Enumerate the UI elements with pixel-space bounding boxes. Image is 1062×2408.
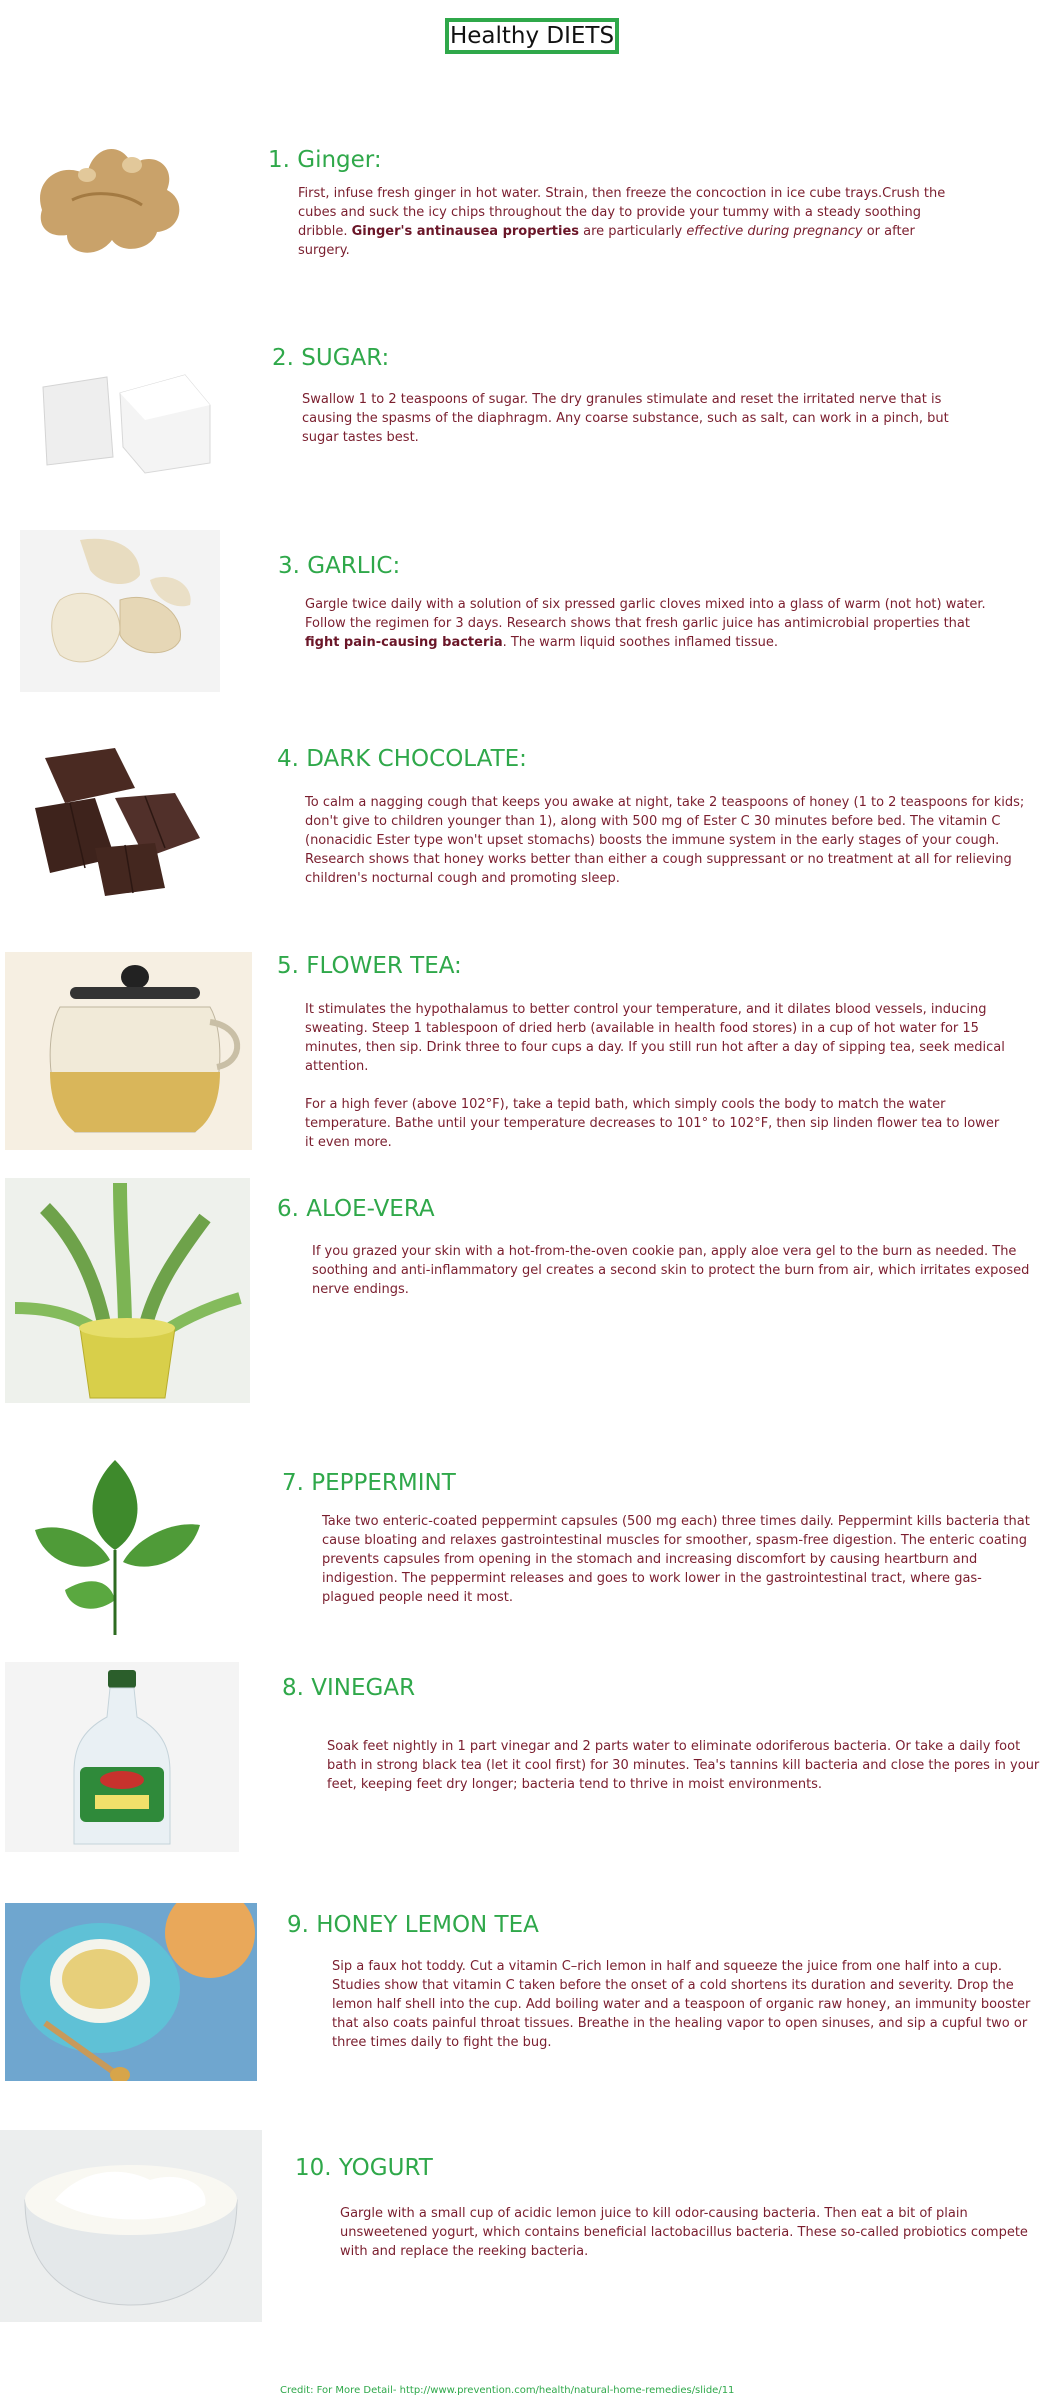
section-text: Soak feet nightly in 1 part vinegar and 2 parts water to eliminate odoriferous bacteria. Or take a daily foot bath in strong black tea (let it cool first) for 30 minutes. Tea's tannins kill bacteria and close the pores in your feet, keeping feet dry longer; bacteria tend to thrive in moist environments. [327, 1739, 1040, 1792]
section-text: First, infuse fresh ginger in hot water. Strain, then freeze the concoction in ice cube trays.Crush the cubes and suck the icy chips throughout the day to provide your tummy with a steady soothing dribble. Ginger's antinausea properties are particularly effective during pregnancy or after surgery. [298, 186, 946, 258]
vinegar-bottle-image [5, 1662, 239, 1852]
section-heading: 10. YOGURT [295, 2155, 433, 2181]
section-text: Sip a faux hot toddy. Cut a vitamin C–rich lemon in half and squeeze the juice from one half into a cup. Studies show that vitamin C taken before the onset of a cold shortens its duration and severity. Drop the lemon half shell into the cup. Add boiling water and a teaspoon of organic raw honey, an immunity booster that also coats painful throat tissues. Breathe in the healing vapor to open sinuses, and sip a cupful two or three times daily to fight the bug. [332, 1959, 1031, 2050]
section-heading: 5. FLOWER TEA: [277, 953, 462, 979]
section-text: Take two enteric-coated peppermint capsules (500 mg each) three times daily. Peppermint kills bacteria that cause bloating and relaxes gastrointestinal muscles for smoother, spasm-free digestion. The enteric coating prevents capsules from opening in the stomach and increasing discomfort by causing heartburn and indigestion. The peppermint releases and goes to work lower in the gastrointestinal tract, where gas-plagued people need it most. [322, 1514, 1030, 1605]
sugar-cubes-image [35, 365, 215, 475]
page-title: Healthy DIETS [445, 18, 619, 54]
dark-chocolate-image [25, 748, 205, 898]
aloe-vera-plant-image [5, 1178, 250, 1403]
section-heading: 6. ALOE-VERA [277, 1196, 435, 1222]
section-text: To calm a nagging cough that keeps you awake at night, take 2 teaspoons of honey (1 to 2 teaspoons for kids; don't give to children younger than 1), along with 500 mg of Ester C 30 minutes before bed. The vitamin C (nonacidic Ester type won't upset stomachs) boosts the immune system in the early stages of your cough. Research shows that honey works better than either a cough suppressant or no treatment at all for relieving children's nocturnal cough and promoting sleep. [305, 795, 1025, 886]
honey-lemon-tea-image [5, 1903, 257, 2081]
section-text: Gargle with a small cup of acidic lemon juice to kill odor-causing bacteria. Then eat a bit of plain unsweetened yogurt, which contains beneficial lactobacillus bacteria. These so-called probiotics compete with and replace the reeking bacteria. [340, 2206, 1028, 2259]
garlic-cloves-image [20, 530, 220, 692]
credit-link[interactable]: Credit: For More Detail- http://www.prevention.com/health/natural-home-remedies/slide/11 [280, 2385, 735, 2396]
peppermint-leaves-image [5, 1450, 227, 1640]
flower-tea-pot-image [5, 952, 252, 1150]
section-text: If you grazed your skin with a hot-from-the-oven cookie pan, apply aloe vera gel to the burn as needed. The soothing and anti-inflammatory gel creates a second skin to protect the burn from air, which irritates exposed nerve endings. [312, 1244, 1030, 1297]
section-heading: 3. GARLIC: [278, 553, 401, 579]
section-heading: 7. PEPPERMINT [282, 1470, 456, 1496]
section-heading: 1. Ginger: [268, 147, 382, 173]
section-heading: 8. VINEGAR [282, 1675, 416, 1701]
section-text: Gargle twice daily with a solution of six pressed garlic cloves mixed into a glass of warm (not hot) water. Follow the regimen for 3 days. Research shows that fresh garlic juice has antimicrobial properties that fight pain-causing bacteria. The warm liquid soothes inflamed tissue. [305, 597, 986, 650]
section-heading: 4. DARK CHOCOLATE: [277, 746, 527, 772]
section-text: For a high fever (above 102°F), take a tepid bath, which simply cools the body to match the water temperature. Bathe until your temperature decreases to 101° to 102°F, then sip linden flower tea to lower it even more. [305, 1097, 1000, 1150]
section-text: Swallow 1 to 2 teaspoons of sugar. The dry granules stimulate and reset the irritated nerve that is causing the spasms of the diaphragm. Any coarse substance, such as salt, can work in a pinch, but sugar tastes best. [302, 392, 949, 445]
section-heading: 2. SUGAR: [272, 345, 390, 371]
ginger-root-image [12, 120, 212, 265]
section-heading: 9. HONEY LEMON TEA [287, 1912, 539, 1938]
section-text: It stimulates the hypothalamus to better control your temperature, and it dilates blood vessels, inducing sweating. Steep 1 tablespoon of dried herb (available in health food stores) in a cup of hot water for 15 minutes, then sip. Drink three to four cups a day. If you still run hot after a day of sipping tea, seek medical attention. [305, 1002, 1005, 1074]
yogurt-bowl-image [0, 2130, 262, 2322]
